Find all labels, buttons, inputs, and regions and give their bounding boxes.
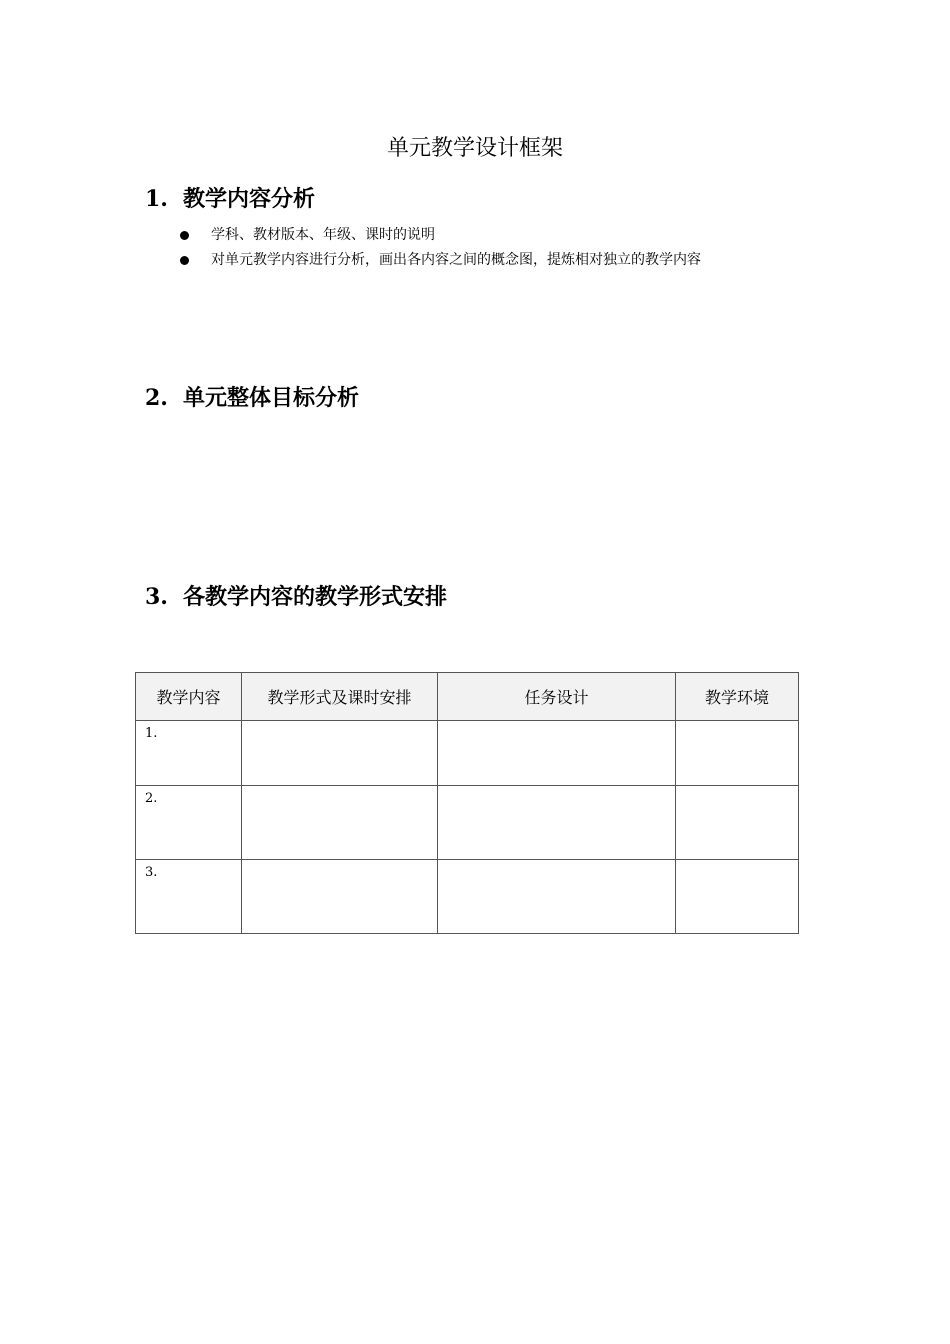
section-title: 教学内容分析 <box>183 186 316 212</box>
table-row <box>136 860 799 934</box>
table-cell[interactable]: 3. <box>136 860 242 934</box>
header-teaching-form-schedule: 教学形式及课时安排 <box>242 673 438 721</box>
table-cell[interactable] <box>438 721 676 786</box>
bullet-dot-icon <box>180 256 189 265</box>
page-title: 单元教学设计框架 <box>386 136 563 161</box>
content-analysis-bullet-list <box>178 223 701 273</box>
section-number: 1. <box>145 186 168 212</box>
header-task-design: 任务设计 <box>438 673 676 721</box>
table-cell[interactable] <box>438 860 676 934</box>
table-cell[interactable] <box>438 786 676 860</box>
table-cell[interactable]: 1. <box>136 721 242 786</box>
list-item <box>178 223 701 248</box>
section-title: 各教学内容的教学形式安排 <box>183 584 448 610</box>
section-heading-content-analysis <box>145 184 315 214</box>
table-row <box>136 721 799 786</box>
table-cell[interactable] <box>676 721 799 786</box>
table-cell[interactable] <box>242 721 438 786</box>
section-number: 3. <box>145 584 168 610</box>
list-item-text: 学科、教材版本、年级、课时的说明 <box>211 227 435 243</box>
list-item <box>178 248 701 273</box>
table-cell[interactable]: 2. <box>136 786 242 860</box>
header-teaching-environment: 教学环境 <box>676 673 799 721</box>
table-cell[interactable] <box>676 786 799 860</box>
table-cell[interactable] <box>242 860 438 934</box>
section-heading-teaching-arrangement <box>145 582 447 612</box>
header-teaching-content: 教学内容 <box>136 673 242 721</box>
list-item-text: 对单元教学内容进行分析，画出各内容之间的概念图，提炼相对独立的教学内容 <box>211 252 701 268</box>
table-row <box>136 786 799 860</box>
table-cell[interactable] <box>242 786 438 860</box>
section-title: 单元整体目标分析 <box>183 385 360 411</box>
section-number: 2. <box>145 385 168 411</box>
section-heading-unit-goals <box>145 383 359 413</box>
table-cell[interactable] <box>676 860 799 934</box>
bullet-dot-icon <box>180 231 189 240</box>
teaching-arrangement-table <box>135 672 799 934</box>
table-header-row <box>136 673 799 721</box>
